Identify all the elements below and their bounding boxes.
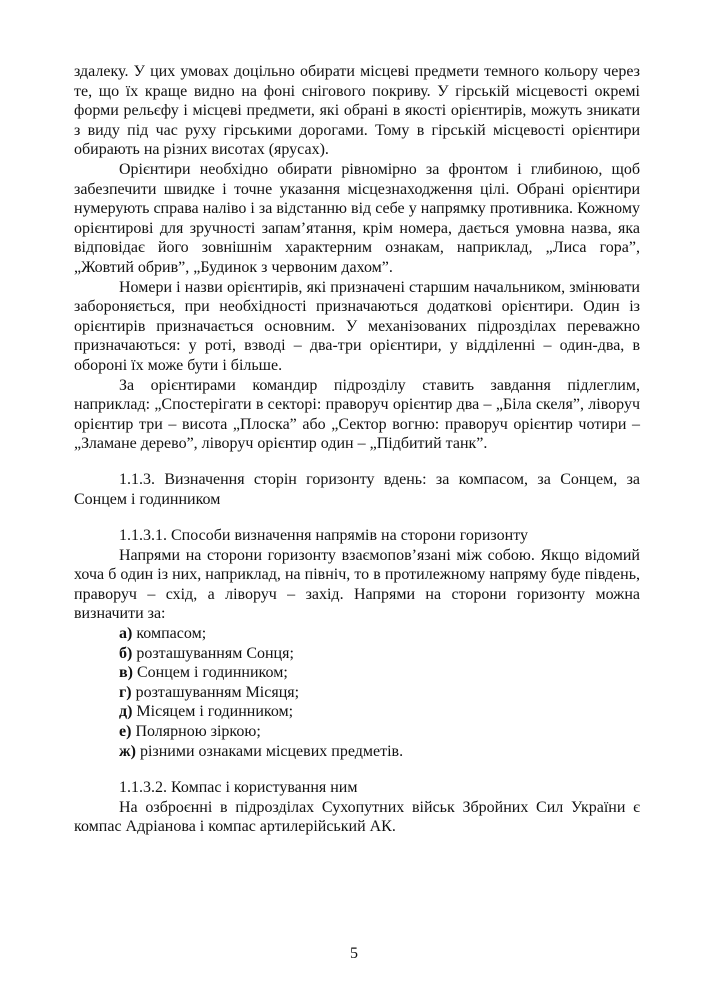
paragraph-landmarks-numbers: Номери і назви орієнтирів, які призначені старшим начальником, змінювати забороняється, при необхідності призначаються додаткові орієнтири. Один із орієнтирів призначається основним. У механізованих підрозділах переважно призначаються: у роті, взводі – два-три орієнтири, у відділенні – один-два, в обороні їх може бути і більше.	[74, 278, 640, 374]
subsection-heading: 1.1.3.1. Способи визначення напрямів на сторони горизонту	[119, 527, 528, 544]
list-text: розташуванням Місяця;	[131, 683, 300, 701]
subsection-intro: Напрями на сторони горизонту взаємопов’язані між собою. Якщо відомий хоча б один із них, наприклад, на північ, то в протилежному напряму буде південь, праворуч – схід, а ліворуч – захід. Напрями на сторони горизонту можна визначити за:	[74, 546, 640, 623]
section-1-1-3-2	[74, 778, 640, 837]
list-item	[74, 644, 640, 664]
subsection-text: На озброєнні в підрозділах Сухопутних військ Збройних Сил України є компас Адріанова і компас артилерійський АК.	[74, 798, 640, 836]
list-marker: ж)	[119, 742, 136, 760]
list-marker: д)	[119, 703, 133, 721]
list-item	[74, 722, 640, 742]
paragraph-landmarks-selection: Орієнтири необхідно обирати рівномірно за фронтом і глибиною, щоб забезпечити швидке і точне указання місцезнаходження цілі. Обрані орієнтири нумерують справа наліво і за відстанню від себе у напрямку противника. Кожному орієнтирові для зручності запам’ятання, крім номера, дається умовна назва, яка відповідає його зовнішнім характерним ознакам, наприклад, „Лиса гора”, „Жовтий обрив”, „Будинок з червоним дахом”.	[74, 160, 640, 276]
list-item	[74, 683, 640, 703]
section-1-1-3	[74, 470, 640, 509]
list-text: розташуванням Сонця;	[132, 644, 294, 662]
list-marker: б)	[119, 644, 133, 662]
list-marker: г)	[119, 683, 132, 701]
list-text: Полярною зіркою;	[131, 722, 261, 740]
list-item	[74, 624, 640, 644]
list-text: компасом;	[132, 624, 207, 642]
top-text-block	[74, 62, 640, 454]
list-text: Місяцем і годинником;	[132, 703, 294, 721]
paragraph-continuation: здалеку. У цих умовах доцільно обирати місцеві предмети темного кольору через те, що їх краще видно на фоні снігового покриву. У гірській місцевості окремі форми рельєфу і місцеві предмети, які обрані в якості орієнтирів, можуть зникати з виду під час руху гірськими дорогами. Тому в гірській місцевості орієнтири обирають на різних висотах (ярусах).	[74, 63, 640, 159]
list-text: різними ознаками місцевих предметів.	[135, 742, 404, 760]
list-marker: в)	[119, 664, 133, 682]
list-marker: е)	[119, 722, 132, 740]
page-number: 5	[350, 945, 358, 962]
list-item	[74, 702, 640, 722]
subsection-heading: 1.1.3.2. Компас і користування ним	[119, 779, 358, 796]
list-text: Сонцем і годинником;	[132, 664, 288, 682]
section-1-1-3-1	[74, 526, 640, 761]
list-item	[74, 742, 640, 762]
list-item	[74, 663, 640, 683]
list-marker: а)	[119, 624, 133, 642]
paragraph-landmarks-tasks: За орієнтирами командир підрозділу ставить завдання підлеглим, наприклад: „Спостерігати в секторі: праворуч орієнтир два – „Біла скеля”, ліворуч орієнтир три – висота „Плоска” або „Сектор вогню: праворуч орієнтир чотири – „Зламане дерево”, ліворуч орієнтир один – „Підбитий танк”.	[74, 376, 640, 453]
section-heading: 1.1.3. Визначення сторін горизонту вдень: за компасом, за Сонцем, за Сонцем і годинником	[74, 471, 640, 508]
